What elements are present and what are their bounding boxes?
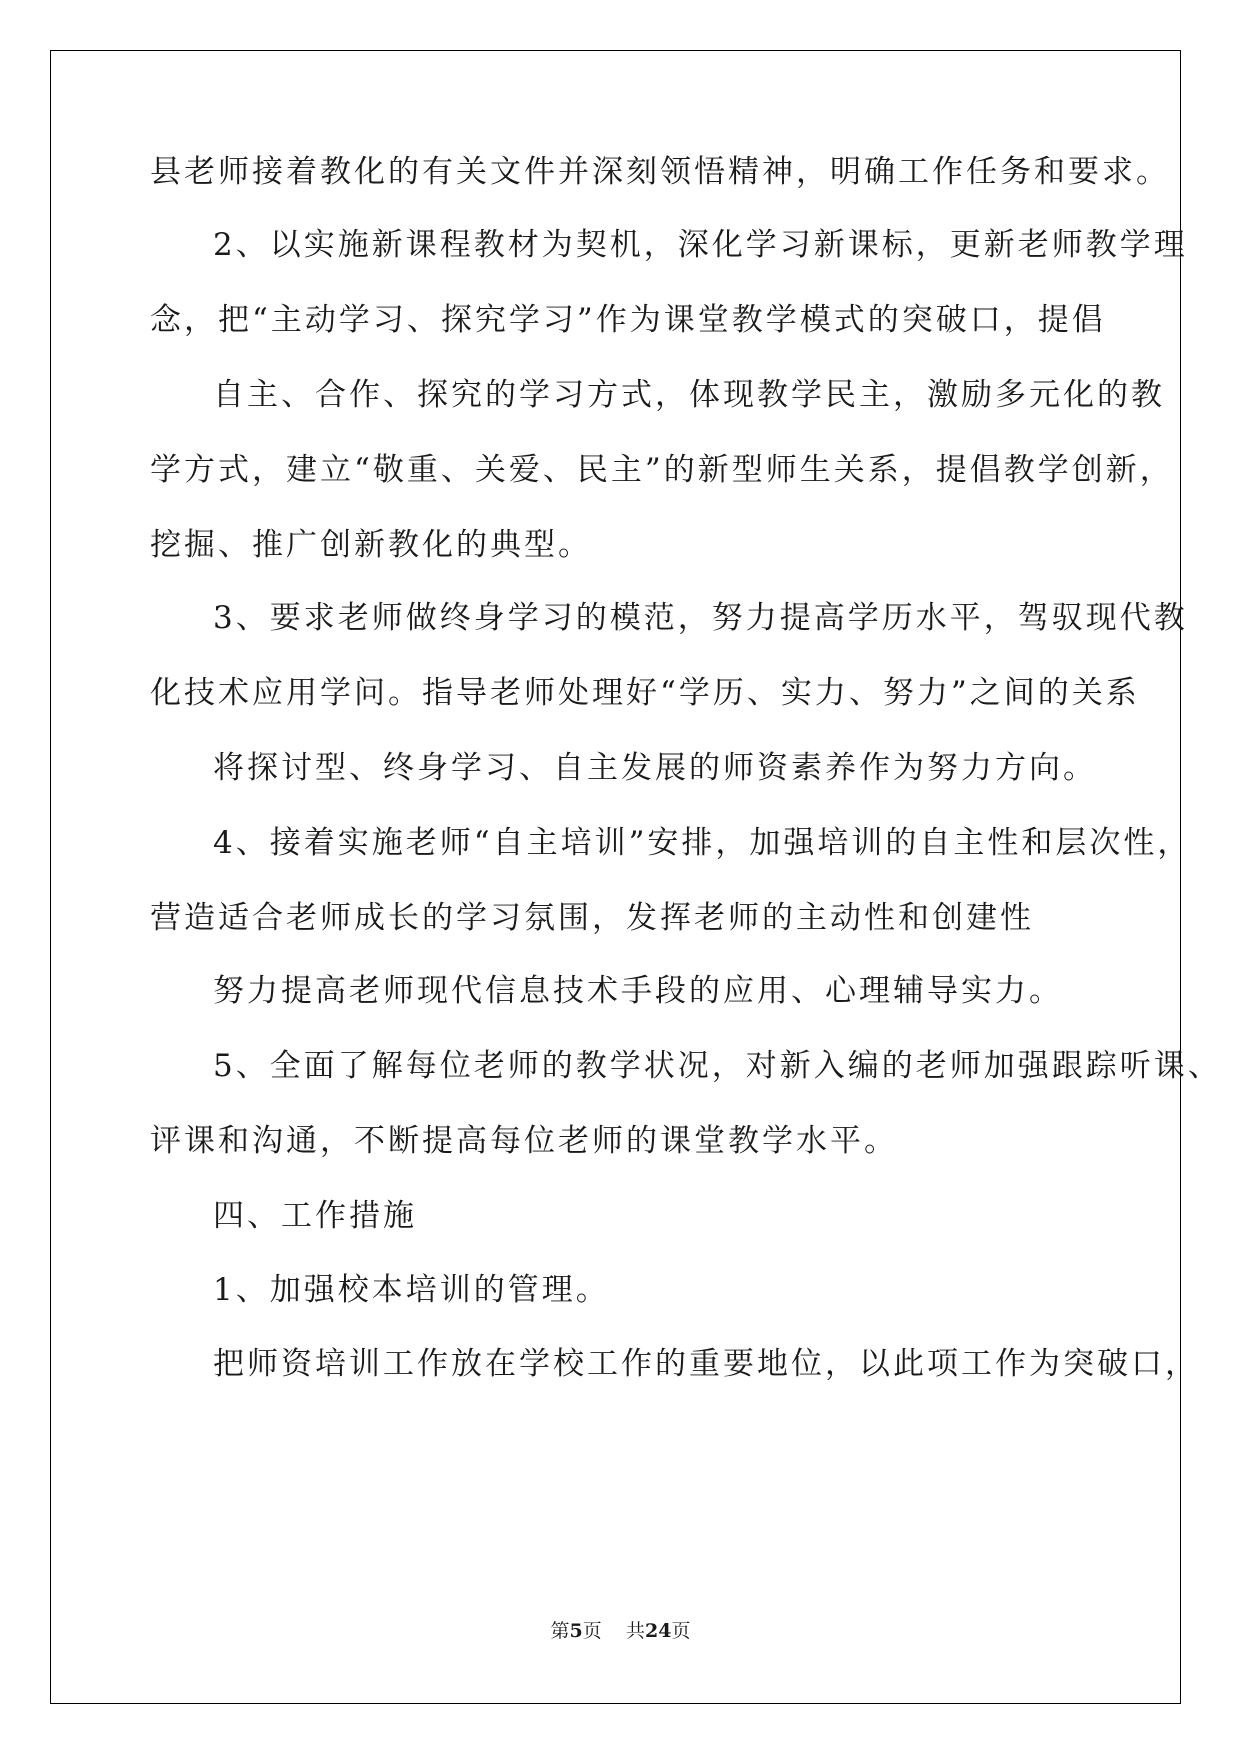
text-line: 自主、合作、探究的学习方式，体现教学民主，激励多元化的教 [213, 377, 1165, 413]
text-line: 学方式，建立“敬重、关爱、民主”的新型师生关系，提倡教学创新， [150, 452, 1174, 488]
text-line: 4、接着实施老师“自主培训”安排，加强培训的自主性和层次性， [213, 825, 1192, 861]
page-border [50, 50, 1222, 1704]
footer-page-suffix: 页 [582, 1620, 602, 1642]
page-footer [0, 1616, 1241, 1643]
text-line: 2、以实施新课程教材为契机，深化学习新课标，更新老师教学理 [213, 227, 1188, 263]
footer-total-prefix: 共 [625, 1620, 645, 1642]
footer-total-suffix: 页 [671, 1620, 691, 1642]
text-line: 营造适合老师成长的学习氛围，发挥老师的主动性和创建性 [150, 900, 1034, 936]
text-line: 将探讨型、终身学习、自主发展的师资素养作为努力方向。 [213, 750, 1097, 786]
text-line: 县老师接着教化的有关文件并深刻领悟精神，明确工作任务和要求。 [150, 154, 1170, 190]
text-line: 5、全面了解每位老师的教学状况，对新入编的老师加强跟踪听课、 [213, 1048, 1222, 1084]
text-line: 努力提高老师现代信息技术手段的应用、心理辅导实力。 [213, 973, 1063, 1009]
subsection-heading: 1、加强校本培训的管理。 [213, 1272, 610, 1308]
total-pages: 24 [644, 1620, 672, 1642]
text-line: 挖掘、推广创新教化的典型。 [150, 527, 592, 563]
footer-prefix: 第 [550, 1620, 570, 1642]
text-line: 评课和沟通，不断提高每位老师的课堂教学水平。 [150, 1123, 898, 1159]
text-line: 3、要求老师做终身学习的模范，努力提高学历水平，驾驭现代教 [213, 600, 1188, 636]
text-line: 化技术应用学问。指导老师处理好“学历、实力、努力”之间的关系 [150, 675, 1140, 711]
text-line: 念，把“主动学习、探究学习”作为课堂教学模式的突破口，提倡 [150, 302, 1106, 338]
page-number: 5 [569, 1620, 583, 1642]
text-line: 把师资培训工作放在学校工作的重要地位，以此项工作为突破口， [213, 1346, 1199, 1382]
section-heading: 四、工作措施 [213, 1198, 417, 1234]
